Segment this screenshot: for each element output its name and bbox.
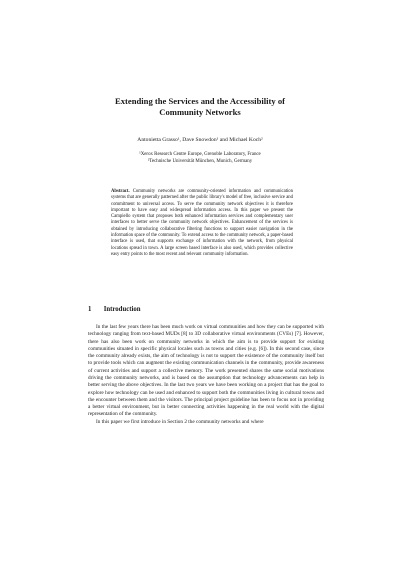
- affiliation-1: ¹Xerox Research Centre Europe, Grenoble Laboratory, France: [139, 152, 261, 157]
- abstract-label: Abstract.: [111, 189, 130, 194]
- abstract: [111, 189, 293, 258]
- paragraph: In the last few years there has been much work on virtual communities and how they can be supported with technology ranging from text-based MUDs [8] to 3D collaborative virtual environments (CVEs) [7]. However, there has also been work on community networks in which the aim is to provide support for existing communities situated in specific physical locales such as towns and cities (e.g. [6]). In this second case, since the community already exists, the aim of technology is not to support the existence of the community itself but to provide tools which can augment the existing communication channels in the community, provide awareness of current activities and support a collective memory. The work presented shares the same social motivations driving the community networks, and is based on the assumption that technology advancements can help in better serving the above objectives. In the last two years we have been working on a project that has the goal to explore how technology can be used and enhanced to support both the communities living in cultural towns and the encounter between them and the visitors. The principal project guideline has been to focus not in providing a better virtual environment, but in better connecting activities happening in the real world with the digital representation of the community.: [88, 324, 324, 418]
- title-line-1: Extending the Services and the Accessibility of: [115, 96, 285, 106]
- section-title: Introduction: [103, 306, 141, 313]
- paper-title: [60, 96, 340, 118]
- author-list: Antonietta Grasso¹, Dave Snowdon¹ and Michael Koch²: [137, 137, 263, 143]
- title-line-2: Community Networks: [159, 107, 241, 117]
- affiliation-2: ²Technische Universität München, Munich, Germany: [147, 158, 253, 164]
- affiliations: [60, 152, 340, 165]
- body-text: [88, 324, 324, 426]
- section-heading: [88, 306, 328, 314]
- paragraph: In this paper we first introduce in Section 2 the community networks and where: [96, 418, 264, 425]
- abstract-text: Community networks are community-oriented information and communication systems that are generally patterned after the public library's model of free, inclusive service and commitment to universal access. To serve the community network objectives it is therefore important to have easy and widespread information access. In this paper we present the Campiello system that proposes both enhanced information services and complementary user interfaces to better serve the community network objectives. Enhancement of the services is obtained by introducing collaborative filtering functions to support easier navigation in the information space of the community. To extend access to the community network, a paper-based interface is used, that supports exchange of information with the network, from physical locations spread in town. A large screen based interface is also used, which provides collective easy entry points to the most recent and relevant community information.: [111, 189, 293, 257]
- section-number: 1: [88, 306, 92, 313]
